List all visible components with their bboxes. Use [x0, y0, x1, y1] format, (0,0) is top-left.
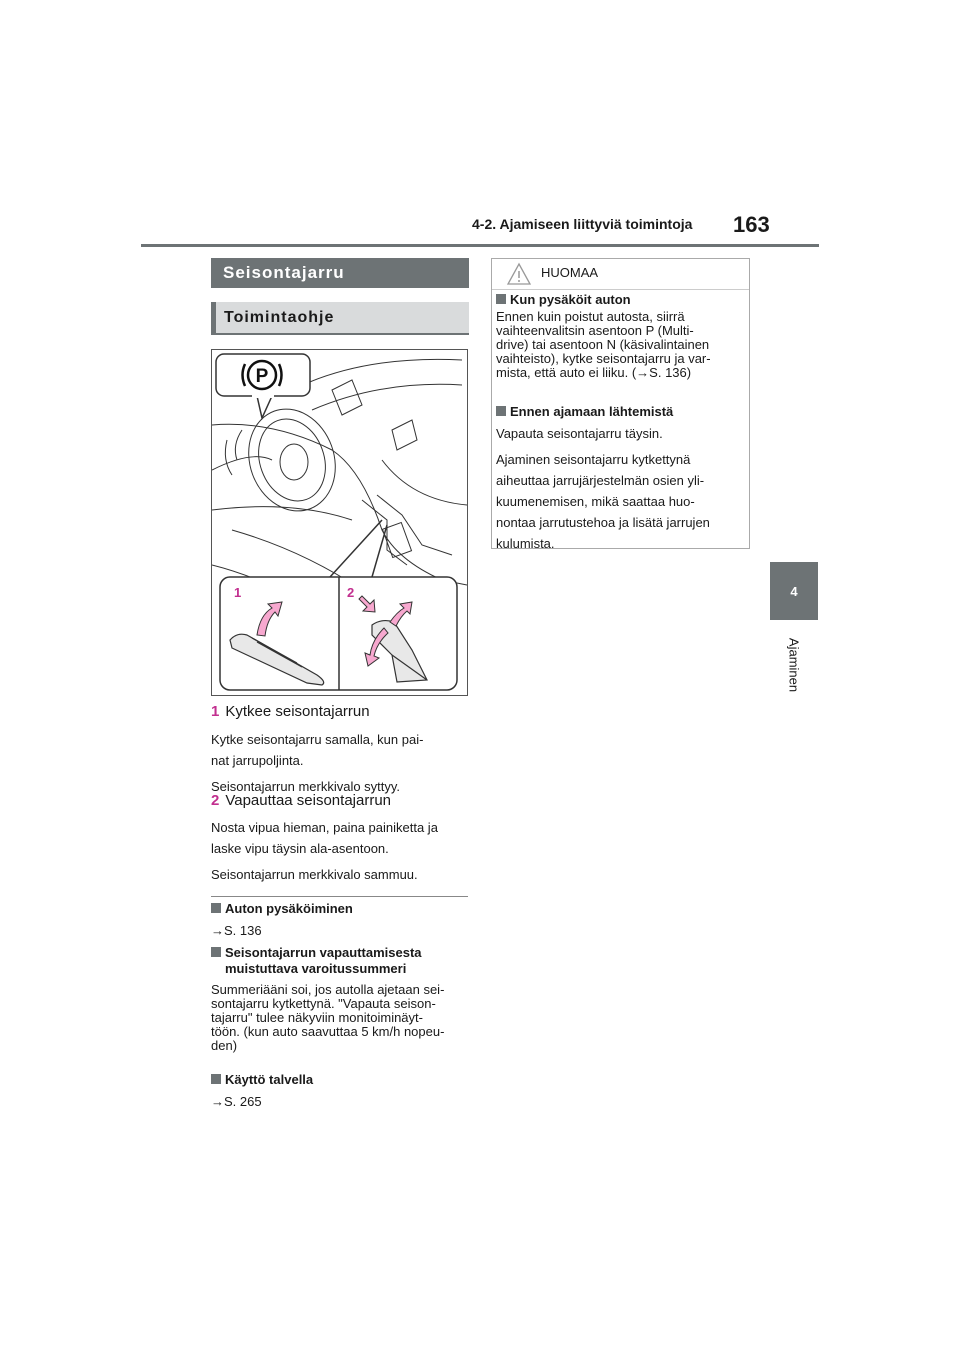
caution-item-text [496, 310, 744, 380]
section-title: 4-2. Ajamiseen liittyviä toimintoja [472, 216, 693, 232]
note-buzzer-text [211, 983, 471, 1053]
step-number: 1 [211, 703, 220, 720]
text-line: Ennen kuin poistut autosta, siirrä [496, 309, 685, 324]
text-line: mista, että auto ei liiku. (→S. 136) [496, 365, 692, 380]
note-title: Käyttö talvella [225, 1072, 314, 1087]
text-line: Seisontajarrun merkkivalo sammuu. [211, 867, 418, 882]
caution-item-text [496, 423, 744, 554]
note-parking-ref[interactable]: →S. 136 [211, 923, 262, 938]
text-line: Summeriääni soi, jos autolla ajetaan sei- [211, 982, 445, 997]
note-winter-ref[interactable]: →S. 265 [211, 1094, 262, 1109]
step-title: Vapauttaa seisontajarrun [225, 792, 392, 809]
step-2-text [211, 817, 471, 885]
note-parking [211, 901, 471, 917]
text-line: kulumista. [496, 536, 555, 551]
subsection-heading: Toimintaohje [211, 302, 469, 335]
text-line: Nosta vipua hieman, paina painiketta ja [211, 820, 438, 835]
caution-item-title [496, 404, 744, 419]
text-line: nat jarrupoljinta. [211, 753, 304, 768]
page-number: 163 [733, 212, 770, 237]
callout-1: 1 [234, 585, 242, 600]
text-line: töön. (kun auto saavuttaa 5 km/h nopeu- [211, 1024, 445, 1039]
text-line: Seisontajarrun merkkivalo syttyy. [211, 779, 401, 794]
text-line: vaihteisto), kytke seisontajarru ja var- [496, 351, 711, 366]
text-line: drive) tai asentoon N (käsivalintainen [496, 337, 710, 352]
caution-item-heading: Ennen ajamaan lähtemistä [510, 404, 674, 419]
text-line: laske vipu täysin ala-asentoon. [211, 841, 389, 856]
chapter-title: Ajaminen [786, 637, 802, 693]
bullet-square-icon [496, 294, 506, 304]
text-line: Ajaminen seisontajarru kytkettynä [496, 452, 691, 467]
parking-brake-illustration [211, 349, 468, 696]
text-line: den) [211, 1038, 238, 1053]
text-line: sontajarru kytkettynä. "Vapauta seison- [211, 996, 436, 1011]
note-buzzer [211, 945, 471, 977]
text-line: aiheuttaa jarrujärjestelmän osien yli- [496, 473, 705, 488]
dashboard-illustration [212, 350, 467, 695]
step-title: Kytkee seisontajarrun [225, 703, 370, 720]
text-line: vaihteenvalitsin asentoon P (Multi- [496, 323, 694, 338]
chapter-label [760, 625, 828, 705]
note-title: Auton pysäköiminen [225, 901, 353, 916]
text-line: Kytke seisontajarru samalla, kun pai- [211, 732, 424, 747]
bullet-square-icon [496, 406, 506, 416]
divider [211, 896, 468, 897]
text-line: kuumenemisen, mikä saattaa huo- [496, 494, 695, 509]
caution-item-heading: Kun pysäköit auton [510, 292, 631, 307]
warning-triangle-icon [506, 262, 532, 286]
note-title: Seisontajarrun vapauttamisesta [225, 945, 422, 960]
text-line: Vapauta seisontajarru täysin. [496, 426, 663, 441]
step-1 [211, 703, 370, 720]
chapter-tab: 4 [770, 562, 818, 620]
step-number: 2 [211, 792, 220, 809]
caution-header [492, 259, 749, 290]
text-line: nontaa jarrutustehoa ja lisätä jarrujen [496, 515, 710, 530]
note-title-line: muistuttava varoitussummeri [225, 961, 407, 976]
parking-indicator-callout [216, 354, 310, 418]
section-heading: Seisontajarru [211, 258, 469, 288]
bullet-square-icon [211, 947, 221, 957]
caution-item-title [496, 292, 744, 307]
step-1-text [211, 729, 471, 797]
callout-2: 2 [347, 585, 355, 600]
bullet-square-icon [211, 1074, 221, 1084]
parking-symbol: P [255, 366, 269, 387]
note-winter [211, 1072, 471, 1088]
header-rule [141, 244, 819, 247]
step-2 [211, 792, 391, 809]
caution-title: HUOMAA [541, 265, 599, 280]
text-line: tajarru" tulee näkyviin monitoiminäyt- [211, 1010, 423, 1025]
bullet-square-icon [211, 903, 221, 913]
caution-box [491, 258, 750, 549]
